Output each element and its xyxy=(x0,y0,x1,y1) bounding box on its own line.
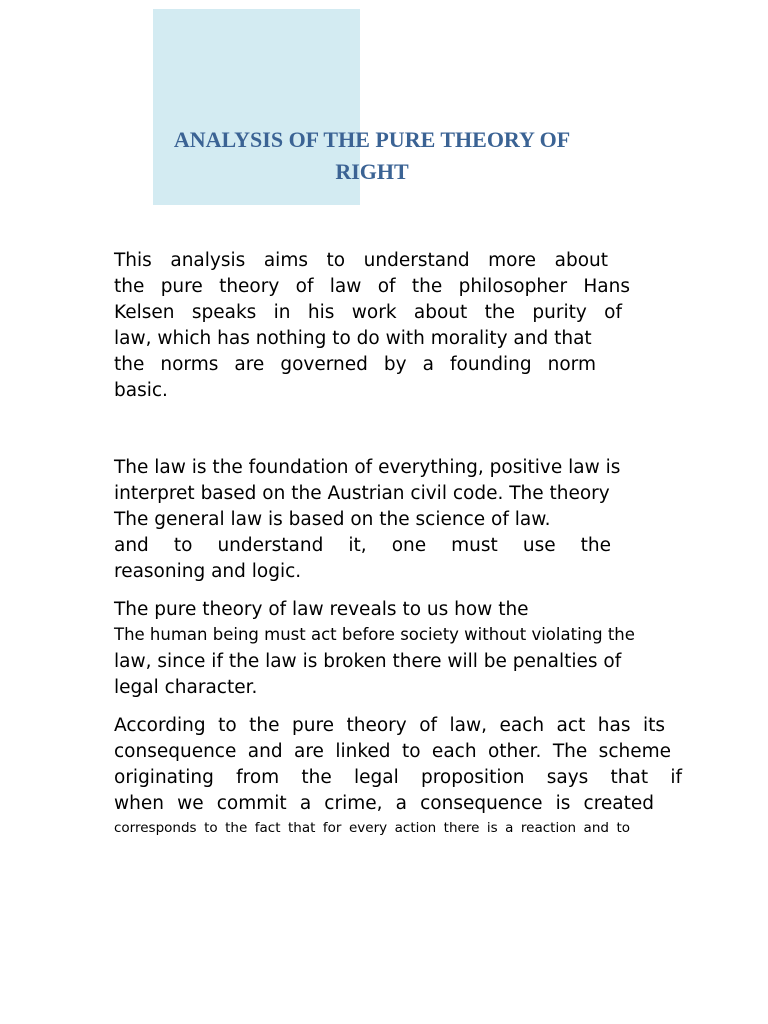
paragraph-line: and to understand it, one must use the xyxy=(114,535,611,556)
paragraph-line: According to the pure theory of law, each act has its xyxy=(114,715,665,736)
title-line: ANALYSIS OF THE PURE THEORY OF xyxy=(173,127,571,152)
paragraph-consequence-tail xyxy=(114,818,630,838)
paragraph-foundation xyxy=(114,455,662,585)
title-line: RIGHT xyxy=(335,159,409,184)
paragraph-line: The human being must act before society without violating the xyxy=(114,625,635,644)
paragraph-line: basic. xyxy=(114,380,168,401)
paragraph-line: legal character. xyxy=(114,677,258,698)
paragraph-line: consequence and are linked to each other. The scheme xyxy=(114,741,671,762)
paragraph-line: the pure theory of law of the philosopher Hans xyxy=(114,276,630,297)
paragraph-line: The pure theory of law reveals to us how the xyxy=(114,599,529,620)
paragraph-line: The general law is based on the science of law. xyxy=(114,509,551,530)
paragraph-line: law, since if the law is broken there will be penalties of xyxy=(114,651,622,672)
paragraph-line: the norms are governed by a founding norm xyxy=(114,354,596,375)
paragraph-human-being-line xyxy=(114,597,529,623)
paragraph-line: when we commit a crime, a consequence is created xyxy=(114,793,654,814)
paragraph-consequence xyxy=(114,713,682,817)
paragraph-line: interpret based on the Austrian civil code. The theory xyxy=(114,483,610,504)
paragraph-line: reasoning and logic. xyxy=(114,561,302,582)
paragraph-human-being-line xyxy=(114,649,621,701)
paragraph-line: law, which has nothing to do with morality and that xyxy=(114,328,592,349)
paragraph-human-being-line xyxy=(114,624,635,646)
paragraph-intro xyxy=(114,248,630,404)
paragraph-line: originating from the legal proposition says that if xyxy=(114,767,682,788)
document-title xyxy=(140,124,604,188)
paragraph-line: Kelsen speaks in his work about the purity of xyxy=(114,302,622,323)
paragraph-line: This analysis aims to understand more about xyxy=(114,250,608,271)
paragraph-line: The law is the foundation of everything, positive law is xyxy=(114,457,621,478)
paragraph-line: corresponds to the fact that for every action there is a reaction and to xyxy=(114,820,630,836)
